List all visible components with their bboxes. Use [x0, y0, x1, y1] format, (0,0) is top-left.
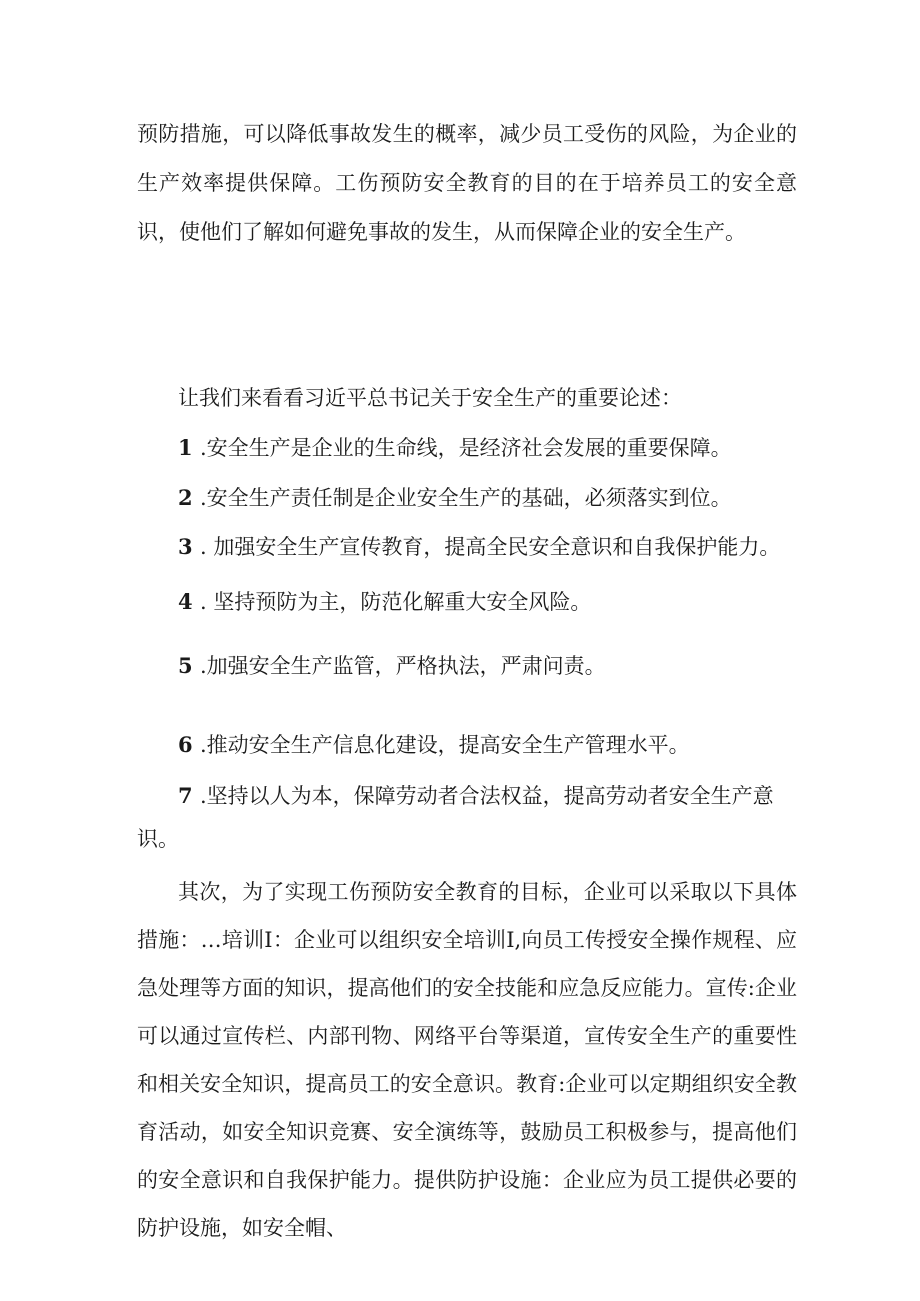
list-number: 4 — [178, 589, 193, 614]
list-number: 3 — [178, 534, 193, 559]
list-item-1 — [178, 428, 732, 468]
list-item-3 — [178, 527, 780, 567]
list-heading: 让我们来看看习近平总书记关于安全生产的重要论述： — [178, 386, 682, 410]
list-text: . 加强安全生产宣传教育，提高全民安全意识和自我保护能力。 — [200, 535, 781, 559]
list-number: 5 — [178, 653, 193, 678]
list-text: .坚持以人为本，保障劳动者合法权益，提高劳动者安全生产意识。 — [137, 784, 774, 851]
list-number: 1 — [178, 435, 193, 460]
list-item-5 — [178, 646, 606, 686]
measures-paragraph: 其次，为了实现工伤预防安全教育的目标，企业可以采取以下具体措施：…培训I：企业可以组织安全培训I,向员工传授安全操作规程、应急处理等方面的知识，提高他们的安全技能和应急反应能力。宣传:企业可以通过宣传栏、内部刊物、网络平台等渠道，宣传安全生产的重要性和相关安全知识，提高员工的安全意识。教育:企业可以定期组织安全教育活动，如安全知识竞赛、安全演练等，鼓励员工积极参与，提高他们的安全意识和自我保护能力。提供防护设施：企业应为员工提供必要的防护设施，如安全帽、 — [137, 880, 797, 1240]
list-text: .安全生产责任制是企业安全生产的基础，必须落实到位。 — [200, 486, 732, 510]
list-text: .安全生产是企业的生命线，是经济社会发展的重要保障。 — [200, 436, 732, 460]
list-item-4 — [178, 582, 591, 622]
list-number: 7 — [178, 783, 193, 808]
list-item-7 — [137, 774, 797, 861]
list-item-6 — [178, 725, 690, 765]
list-number: 6 — [178, 732, 193, 757]
list-number: 2 — [178, 485, 193, 510]
list-item-2 — [178, 478, 732, 518]
list-text: .推动安全生产信息化建设，提高安全生产管理水平。 — [200, 733, 690, 757]
list-text: . 坚持预防为主，防范化解重大安全风险。 — [200, 590, 592, 614]
list-text: .加强安全生产监管，严格执法，严肃问责。 — [200, 654, 606, 678]
intro-paragraph: 预防措施，可以降低事故发生的概率，减少员工受伤的风险，为企业的生产效率提供保障。工伤预防安全教育的目的在于培养员工的安全意识，使他们了解如何避免事故的发生，从而保障企业的安全生产。 — [137, 122, 797, 244]
